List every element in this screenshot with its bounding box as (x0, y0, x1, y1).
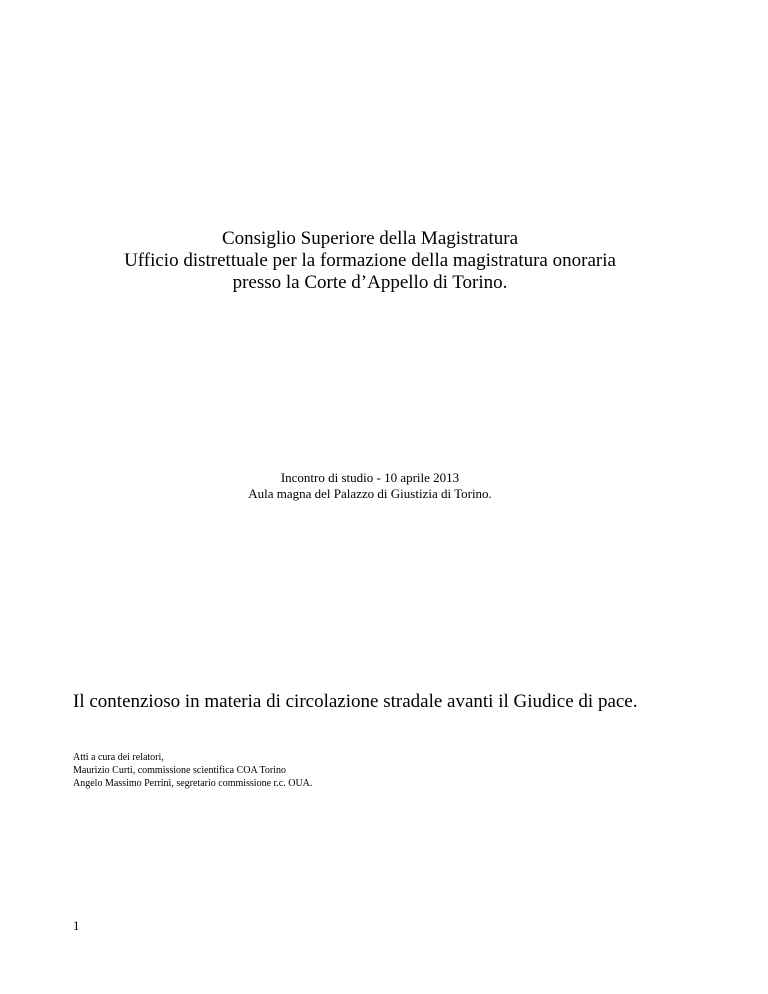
office-name: Ufficio distrettuale per la formazione della magistratura onoraria (124, 250, 616, 271)
credits-speaker-2: Angelo Massimo Perrini, segretario commissione r.c. OUA. (73, 778, 313, 789)
credits-speaker-1: Maurizio Curti, commissione scientifica COA Torino (73, 765, 286, 776)
meeting-event: Incontro di studio - 10 aprile 2013 (280, 470, 460, 485)
office-location: presso la Corte d’Appello di Torino. (232, 272, 508, 293)
institution-name: Consiglio Superiore della Magistratura (221, 228, 519, 249)
meeting-venue: Aula magna del Palazzo di Giustizia di Torino. (248, 486, 492, 501)
document-title: Il contenzioso in materia di circolazione stradale avanti il Giudice di pace. (73, 691, 638, 712)
page-number: 1 (73, 918, 80, 933)
credits-intro: Atti a cura dei relatori, (73, 752, 164, 763)
